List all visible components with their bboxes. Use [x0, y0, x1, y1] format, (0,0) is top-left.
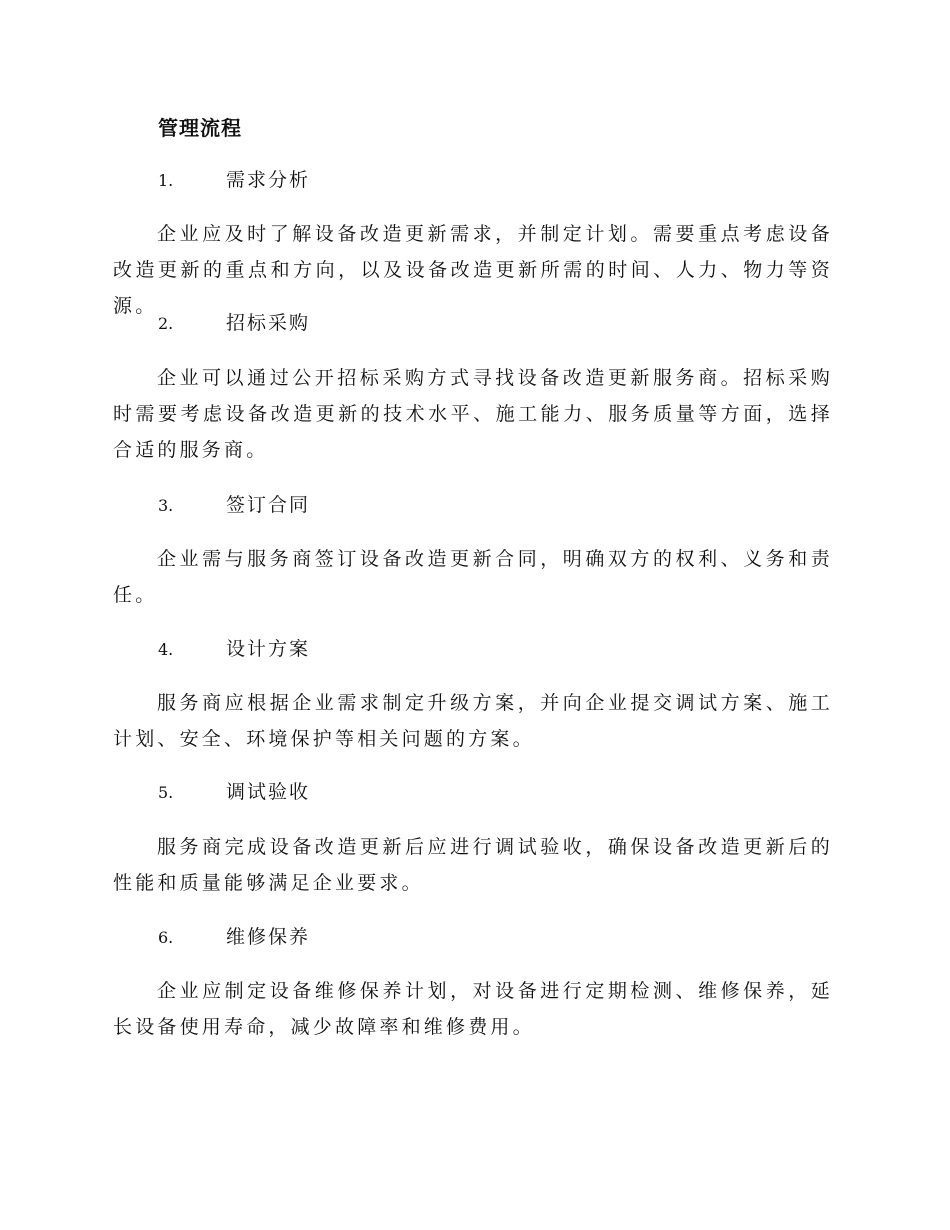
section-heading: [158, 777, 310, 807]
section-heading-text: 需求分析: [226, 169, 311, 191]
section-paragraph: 企业需与服务商签订设备改造更新合同，明确双方的权利、义务和责任。: [113, 548, 833, 606]
section-heading: [158, 308, 310, 338]
section-paragraph: 服务商完成设备改造更新后应进行调试验收，确保设备改造更新后的性能和质量能够满足企业要求。: [113, 836, 833, 894]
section-paragraph: 企业可以通过公开招标采购方式寻找设备改造更新服务商。招标采购时需要考虑设备改造更新的技术水平、施工能力、服务质量等方面，选择合适的服务商。: [113, 367, 833, 461]
section-heading: [158, 922, 310, 952]
section-heading: [158, 490, 310, 520]
section-heading-text: 调试验收: [226, 781, 311, 803]
section-heading-text: 设计方案: [226, 638, 311, 660]
section-heading-text: 维修保养: [226, 926, 311, 948]
section-paragraph: 企业应及时了解设备改造更新需求，并制定计划。需要重点考虑设备改造更新的重点和方向，以及设备改造更新所需的时间、人力、物力等资源。: [113, 223, 833, 317]
section-heading-text: 招标采购: [226, 312, 311, 334]
section-paragraph: 企业应制定设备维修保养计划，对设备进行定期检测、维修保养，延长设备使用寿命，减少故障率和维修费用。: [113, 980, 833, 1038]
document-title: 管理流程: [158, 116, 242, 140]
section-number: 3.: [158, 496, 174, 515]
section-number: 6.: [158, 928, 174, 947]
section-heading: [158, 165, 310, 195]
section-heading: [158, 634, 310, 664]
section-heading-text: 签订合同: [226, 494, 311, 516]
section-number: 2.: [158, 314, 174, 333]
section-number: 1.: [158, 171, 174, 190]
section-number: 4.: [158, 640, 174, 659]
section-paragraph: 服务商应根据企业需求制定升级方案，并向企业提交调试方案、施工计划、安全、环境保护等相关问题的方案。: [113, 692, 833, 750]
section-number: 5.: [158, 783, 174, 802]
